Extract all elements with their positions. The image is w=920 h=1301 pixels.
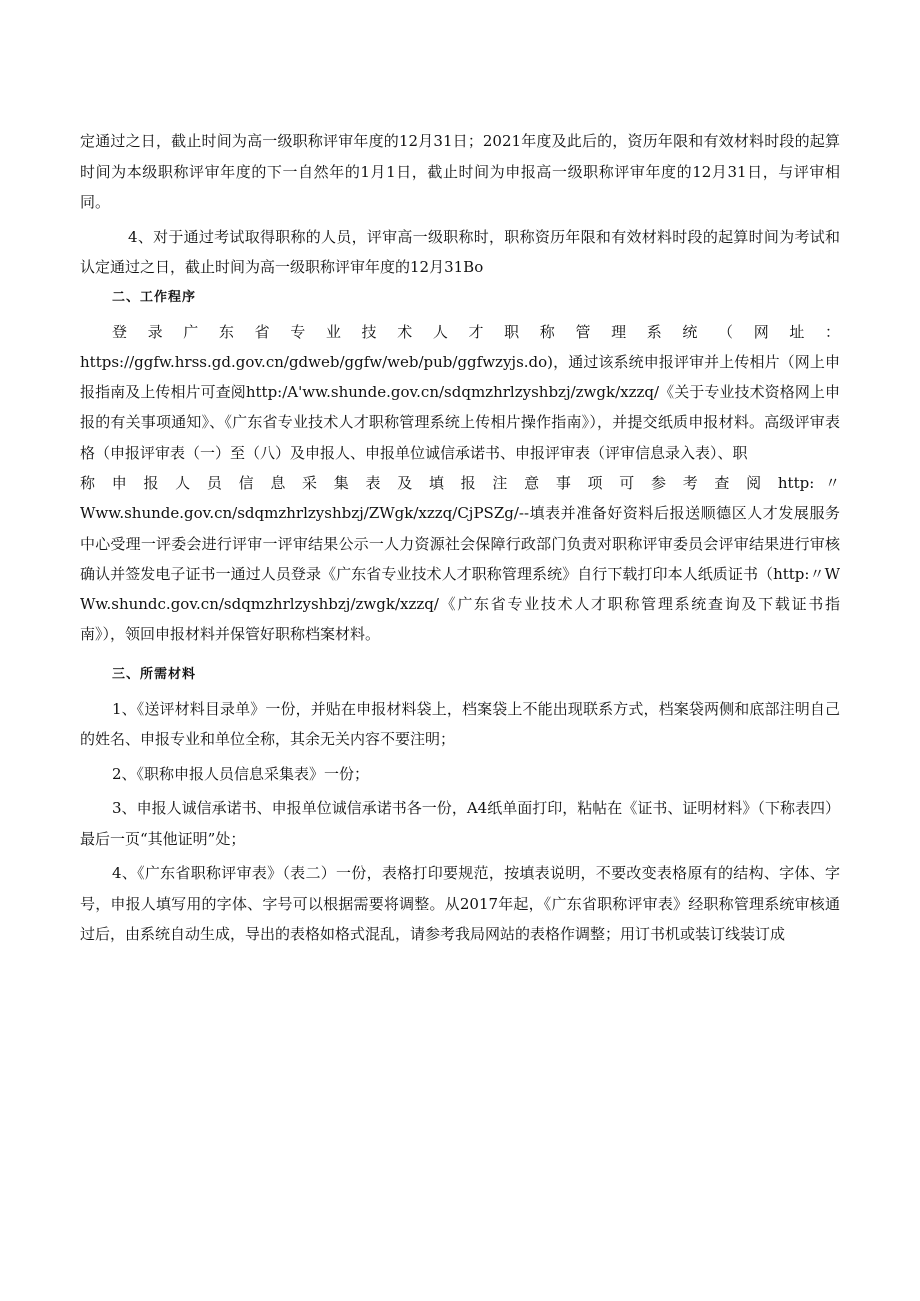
materials-item-1: 1、《送评材料目录单》一份，并贴在申报材料袋上，档案袋上不能出现联系方式，档案袋两侧和底部注明自己的姓名、申报专业和单位全称，其余无关内容不要注明； (80, 699, 840, 749)
section-heading-procedure: 二、工作程序 (112, 289, 197, 305)
paragraph-item-4: 4、对于通过考试取得职称的人员，评审高一级职称时，职称资历年限和有效材料时段的起算时间为考试和认定通过之日，截止时间为高一级职称评审年度的12月31Bo (80, 227, 840, 276)
procedure-line-spread: 称 申 报 人 员 信 息 采 集 表 及 填 报 注 意 事 项 可 参 考 查 阅 http: 〃 (80, 473, 840, 492)
procedure-body-2: Www.shunde.gov.cn/sdqmzhrlzyshbzj/ZWgk/xzzq/CjPSZg/--填表并准备好资料后报送顺德区人才发展服务中心受理一评委会进行评审一评审结果公示一人力资源社会保障行政部门负责对职称评审委员会评审结果进行审核确认并签发电子证书一通过人员登录《广东省专业技术人才职称管理系统》自行下载打印本人纸质证书（http:〃WWw.shundc.gov.cn/sdqmzhrlzyshbzj/zwgk/xzzq/《广东省专业技术人才职称管理系统查询及下载证书指南》），领回申报材料并保管好职称档案材料。 (80, 504, 840, 644)
procedure-body: https://ggfw.hrss.gd.gov.cn/gdweb/ggfw/web/pub/ggfwzyjs.do)，通过该系统申报评审并上传相片（网上申报指南及上传相片可查阅http:/A'ww.shunde.gov.cn/sdqmzhrlzyshbzj/zwgk/xzzq/《关于专业技术资格网上申报的有关事项通知》、《广东省专业技术人才职称管理系统上传相片操作指南》），并提交纸质申报材料。高级评审表格（申报评审表（一）至（八）及申报人、申报单位诚信承诺书、申报评审表（评审信息录入表）、职 (80, 352, 840, 462)
materials-item-3: 3、申报人诚信承诺书、申报单位诚信承诺书各一份，A4纸单面打印，粘帖在《证书、证明材料》（下称表四）最后一页“其他证明”处； (80, 799, 840, 848)
document-page (80, 126, 840, 950)
materials-item-4: 4、《广东省职称评审表》（表二）一份，表格打印要规范，按填表说明，不要改变表格原有的结构、字体、字号，申报人填写用的字体、字号可以根据需要将调整。从2017年起，《广东省职称评审表》经职称管理系统审核通过后，由系统自动生成，导出的表格如格式混乱，请参考我局网站的表格作调整；用订书机或装订线装订成 (80, 864, 840, 944)
section-procedure-body (80, 317, 840, 650)
section-heading-materials: 三、所需材料 (112, 666, 197, 682)
procedure-line-1: 登 录 广 东 省 专 业 技 术 人 才 职 称 管 理 系 统 （ 网 址 ： (112, 322, 840, 341)
materials-item-2: 2、《职称申报人员信息采集表》一份； (112, 764, 370, 783)
paragraph-continuation: 定通过之日，截止时间为高一级职称评审年度的12月31日；2021年度及此后的，资历年限和有效材料时段的起算时间为本级职称评审年度的下一自然年的1月1日，截止时间为申报高一级职称评审年度的12月31日，与评审相同。 (80, 132, 840, 211)
